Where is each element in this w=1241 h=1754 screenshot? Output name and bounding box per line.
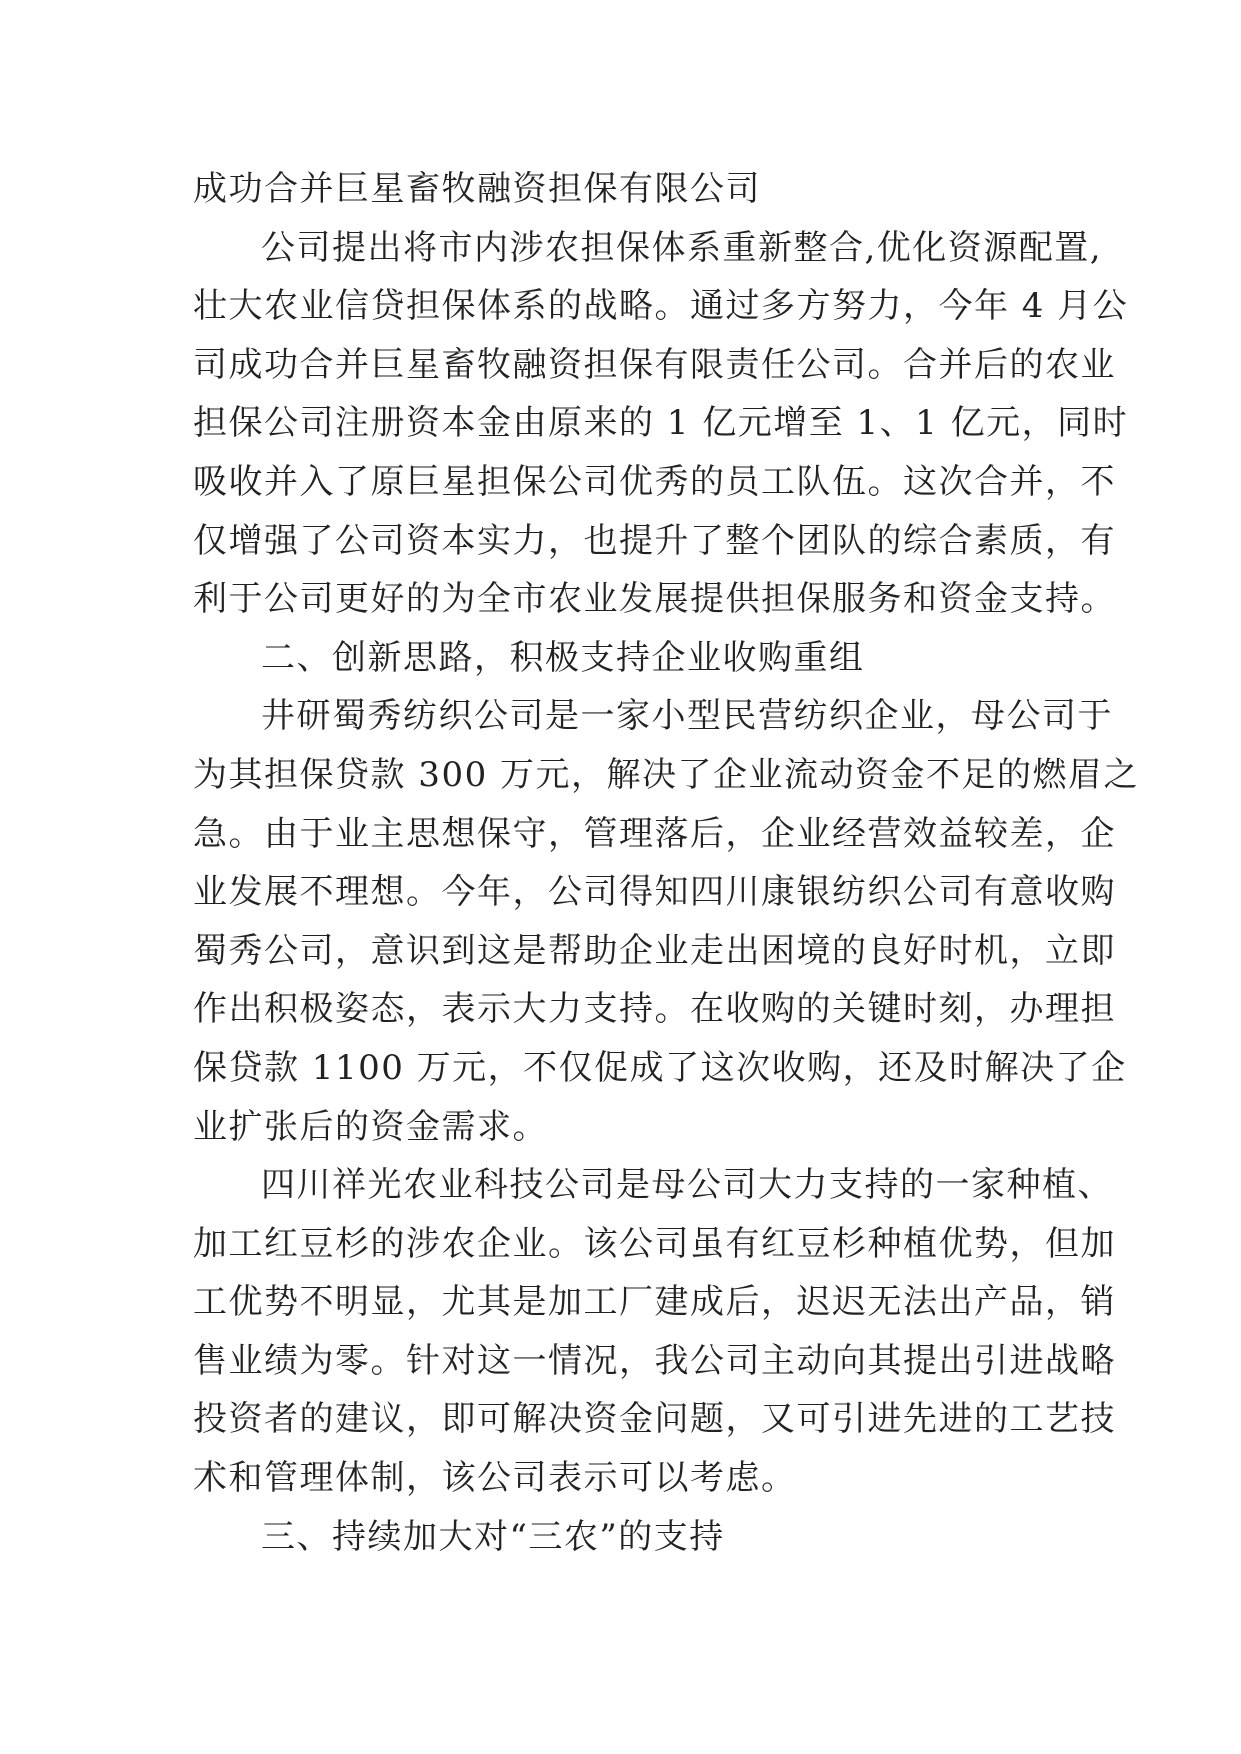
text-line: 仅增强了公司资本实力，也提升了整个团队的综合素质，有 xyxy=(193,520,1116,561)
text-line: 售业绩为零。针对这一情况，我公司主动向其提出引进战略 xyxy=(193,1340,1116,1381)
text-line: 四川祥光农业科技公司是母公司大力支持的一家种植、 xyxy=(261,1165,1113,1206)
text-line: 加工红豆杉的涉农企业。该公司虽有红豆杉种植优势，但加 xyxy=(193,1223,1116,1264)
text-line: 司成功合并巨星畜牧融资担保有限责任公司。合并后的农业 xyxy=(193,344,1116,385)
text-line: 担保公司注册资本金由原来的 1 亿元增至 1、1 亿元，同时 xyxy=(193,403,1129,444)
text-line: 公司提出将市内涉农担保体系重新整合,优化资源配置, xyxy=(261,227,1103,268)
text-line: 壮大农业信贷担保体系的战略。通过多方努力，今年 4 月公 xyxy=(193,286,1129,327)
text-line: 吸收并入了原巨星担保公司优秀的员工队伍。这次合并，不 xyxy=(193,461,1116,502)
section-heading: 三、持续加大对“三农”的支持 xyxy=(261,1516,725,1557)
text-line: 成功合并巨星畜牧融资担保有限公司 xyxy=(193,169,761,209)
text-line: 利于公司更好的为全市农业发展提供担保服务和资金支持。 xyxy=(193,579,1116,620)
text-line: 蜀秀公司，意识到这是帮助企业走出困境的良好时机，立即 xyxy=(193,930,1116,971)
text-line: 作出积极姿态，表示大力支持。在收购的关键时刻，办理担 xyxy=(193,989,1116,1030)
text-line: 业扩张后的资金需求。 xyxy=(193,1106,548,1147)
text-line: 为其担保贷款 300 万元，解决了企业流动资金不足的燃眉之 xyxy=(193,754,1140,795)
document-body xyxy=(193,160,1140,1566)
text-line: 术和管理体制，该公司表示可以考虑。 xyxy=(193,1458,797,1499)
text-line: 保贷款 1100 万元，不仅促成了这次收购，还及时解决了企 xyxy=(193,1047,1127,1088)
text-line: 井研蜀秀纺织公司是一家小型民营纺织企业，母公司于 xyxy=(261,696,1113,737)
text-line: 急。由于业主思想保守，管理落后，企业经营效益较差，企 xyxy=(193,813,1116,854)
text-line: 业发展不理想。今年，公司得知四川康银纺织公司有意收购 xyxy=(193,872,1116,913)
text-line: 工优势不明显，尤其是加工厂建成后，迟迟无法出产品，销 xyxy=(193,1282,1116,1323)
text-line: 投资者的建议，即可解决资金问题，又可引进先进的工艺技 xyxy=(193,1399,1116,1440)
section-heading: 二、创新思路，积极支持企业收购重组 xyxy=(261,637,865,678)
